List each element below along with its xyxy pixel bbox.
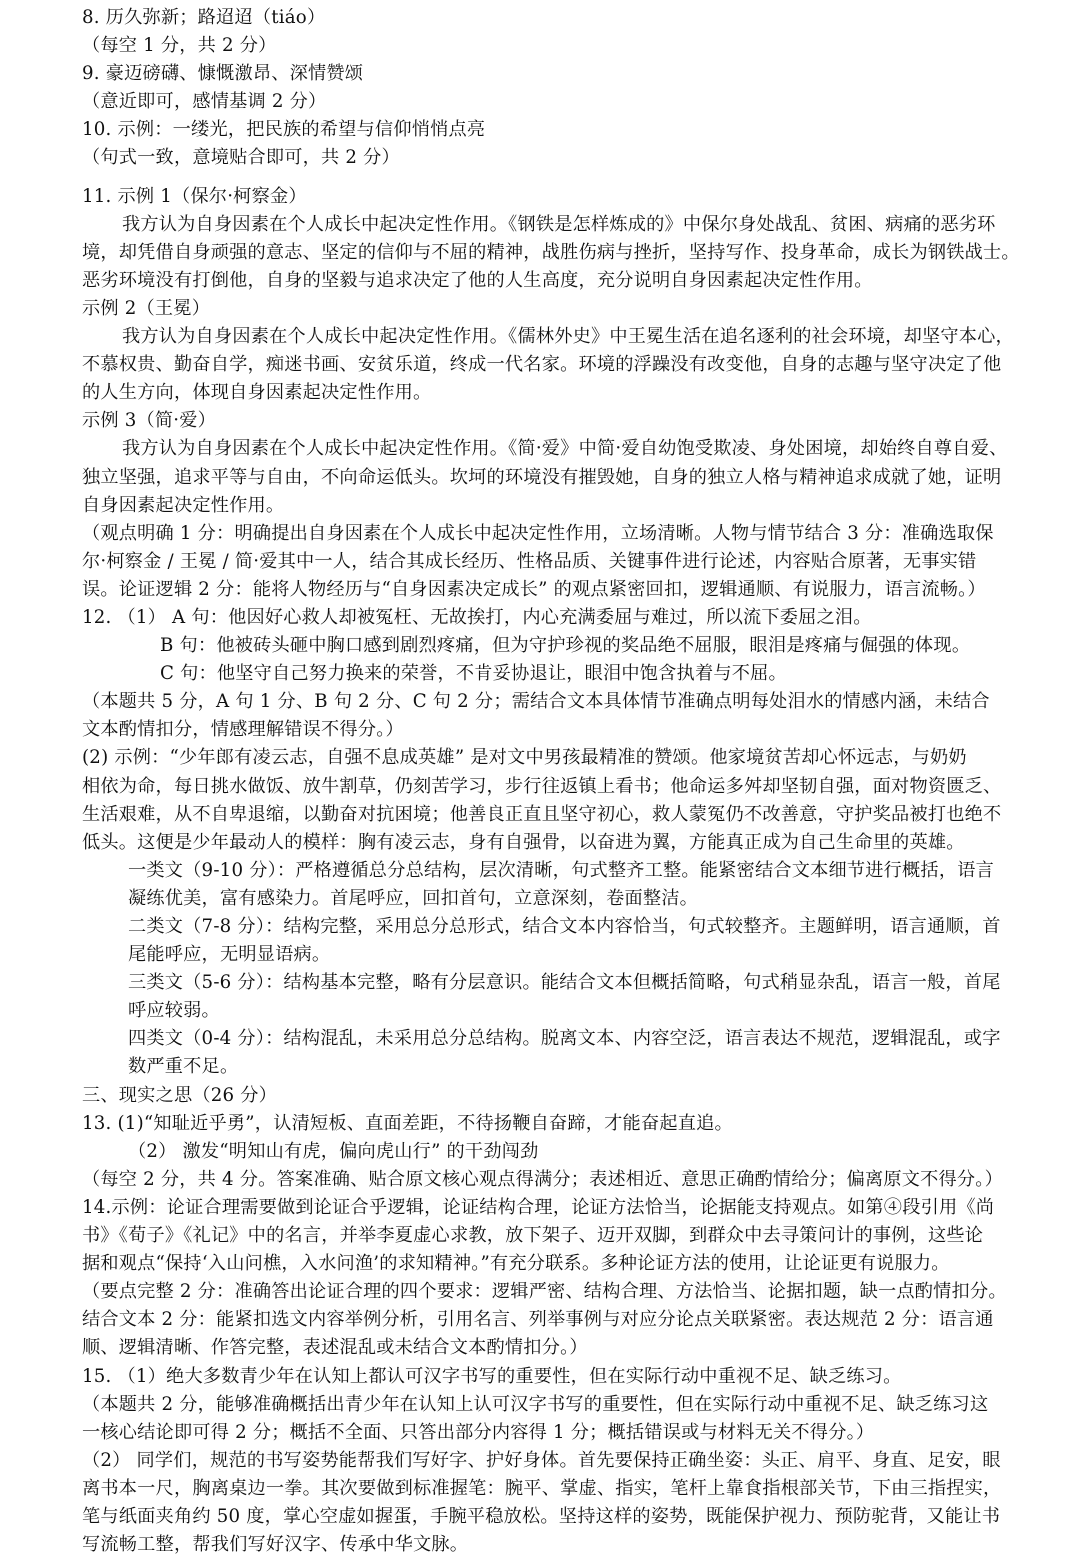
text-line: 生活艰难，从不自卑退缩，以勤奋对抗困境；他善良正直且坚守初心，救人蒙冤仍不改善意，守护奖品被打也绝不 <box>82 803 1002 825</box>
text-line: 境，却凭借自身顽强的意志、坚定的信仰与不屈的精神，战胜伤病与挫折，坚持写作、投身革命，成长为钢铁战士。 <box>82 241 1020 263</box>
text-line: （每空 1 分，共 2 分） <box>82 35 277 57</box>
text-line: 10. 示例：一缕光，把民族的希望与信仰悄悄点亮 <box>82 119 486 141</box>
text-line: 我方认为自身因素在个人成长中起决定性作用。《钢铁是怎样炼成的》中保尔身处战乱、贫困、病痛的恶劣环 <box>122 213 996 235</box>
text-line: （观点明确 1 分：明确提出自身因素在个人成长中起决定性作用，立场清晰。人物与情节结合 3 分：准确选取保 <box>82 522 994 544</box>
text-line: 不慕权贵、勤奋自学，痴迷书画、安贫乐道，终成一代名家。环境的浮躁没有改变他，自身的志趣与坚守决定了他 <box>82 354 1002 376</box>
text-line: 文本酌情扣分，情感理解错误不得分。） <box>82 719 404 741</box>
text-line: 低头。这便是少年最动人的模样：胸有凌云志，身有自强骨，以奋进为翼，方能真正成为自己生命里的英雄。 <box>82 831 965 853</box>
text-line: (2) 示例：“少年郎有凌云志，自强不息成英雄” 是对文中男孩最精准的赞颂。他家境贫苦却心怀远志，与奶奶 <box>82 747 967 769</box>
text-line: B 句：他被砖头砸中胸口感到剧烈疼痛，但为守护珍视的奖品绝不屈服，眼泪是疼痛与倔强的体现。 <box>160 635 971 657</box>
text-line: 尾能呼应，无明显语病。 <box>128 944 331 966</box>
text-line: 写流畅工整，帮我们写好汉字、传承中华文脉。 <box>82 1534 469 1556</box>
text-line: 三、现实之思（26 分） <box>82 1084 278 1106</box>
text-line: 据和观点“保持‘入山问樵，入水问渔’的求知精神。”有充分联系。多种论证方法的使用，让论证更有说服力。 <box>82 1253 950 1275</box>
text-line: 14.示例：论证合理需要做到论证合乎逻辑，论证结构合理，论证方法恰当，论据能支持观点。如第④段引用《尚 <box>82 1196 995 1218</box>
text-line: （意近即可，感情基调 2 分） <box>82 91 327 113</box>
text-line: 11. 示例 1（保尔·柯察金） <box>82 185 307 207</box>
text-line: 15. （1）绝大多数青少年在认知上都认可汉字书写的重要性，但在实际行动中重视不足、缺乏练习。 <box>82 1365 902 1387</box>
text-line: 结合文本 2 分：能紧扣选文内容举例分析，引用名言、列举事例与对应分论点关联紧密。表达规范 2 分：语言通 <box>82 1309 994 1331</box>
text-line: （2） 同学们，规范的书写姿势能帮我们写好字、护好身体。首先要保持正确坐姿：头正、肩平、身直、足安，眼 <box>82 1449 1001 1471</box>
text-line: 离书本一尺，胸离桌边一拳。其次要做到标准握笔：腕平、掌虚、指实，笔杆上靠食指根部关节，下由三指捏实， <box>82 1477 1002 1499</box>
section-gap <box>82 173 1010 183</box>
text-line: 书》《荀子》《礼记》中的名言，并举李夏虚心求教，放下架子、迈开双脚，到群众中去寻策问计的事例，这些论 <box>82 1225 984 1247</box>
text-line: 9. 豪迈磅礴、慷慨激昂、深情赞颂 <box>82 63 364 85</box>
text-line: C 句：他坚守自己努力换来的荣誉，不肯妥协退让，眼泪中饱含执着与不屈。 <box>160 663 787 685</box>
text-line: 呼应较弱。 <box>128 1000 220 1022</box>
text-line: 一类文（9-10 分）：严格遵循总分总结构，层次清晰，句式整齐工整。能紧密结合文本细节进行概括，语言 <box>128 859 994 881</box>
text-line: 12. （1） A 句：他因好心救人却被冤枉、无故挨打，内心充满委屈与难过，所以流下委屈之泪。 <box>82 606 872 628</box>
text-line: （本题共 5 分，A 句 1 分、B 句 2 分、C 句 2 分；需结合文本具体情节准确点明每处泪水的情感内涵，未结合 <box>82 691 990 713</box>
text-line: 8. 历久弥新；路迢迢（tiáo） <box>82 7 326 28</box>
text-line: 尔·柯察金 / 王冕 / 简·爱其中一人，结合其成长经历、性格品质、关键事件进行论述，内容贴合原著，无事实错 <box>82 550 977 572</box>
text-line: 独立坚强，追求平等与自由，不向命运低头。坎坷的环境没有摧毁她，自身的独立人格与精神追求成就了她，证明 <box>82 466 1002 488</box>
text-line: 自身因素起决定性作用。 <box>82 494 285 516</box>
text-line: （句式一致，意境贴合即可，共 2 分） <box>82 147 400 169</box>
text-line: 13. (1)“知耻近乎勇”，认清短板、直面差距，不待扬鞭自奋蹄，才能奋起直追。 <box>82 1112 733 1134</box>
text-line: 恶劣环境没有打倒他，自身的坚毅与追求决定了他的人生高度，充分说明自身因素起决定性作用。 <box>82 269 873 291</box>
text-line: 的人生方向，体现自身因素起决定性作用。 <box>82 382 432 404</box>
text-line: 四类文（0-4 分）：结构混乱，未采用总分总结构。脱离文本、内容空泛，语言表达不规范，逻辑混乱，或字 <box>128 1028 1001 1050</box>
text-line: 二类文（7-8 分）：结构完整，采用总分总形式，结合文本内容恰当，句式较整齐。主题鲜明，语言通顺，首 <box>128 916 1001 937</box>
text-line: （每空 2 分，共 4 分。答案准确、贴合原文核心观点得满分；表述相近、意思正确酌情给分；偏离原文不得分。） <box>82 1168 1003 1190</box>
text-line: 凝练优美，富有感染力。首尾呼应，回扣首句，立意深刻，卷面整洁。 <box>128 887 699 909</box>
text-line: （本题共 2 分，能够准确概括出青少年在认知上认可汉字书写的重要性，但在实际行动中重视不足、缺乏练习这 <box>82 1393 989 1415</box>
text-line: 我方认为自身因素在个人成长中起决定性作用。《简·爱》中简·爱自幼饱受欺凌、身处困境，却始终自尊自爱、 <box>122 438 1008 460</box>
text-line: 误。论证逻辑 2 分：能将人物经历与“自身因素决定成长” 的观点紧密回扣，逻辑通顺、有说服力，语言流畅。） <box>82 578 986 600</box>
text-line: 数严重不足。 <box>128 1056 239 1078</box>
text-line: 笔与纸面夹角约 50 度，掌心空虚如握蛋，手腕平稳放松。坚持这样的姿势，既能保护视力、预防驼背，又能让书 <box>82 1505 1001 1527</box>
text-line: 示例 3（简·爱） <box>82 410 217 432</box>
text-line: 一核心结论即可得 2 分；概括不全面、只答出部分内容得 1 分；概括错误或与材料无关不得分。） <box>82 1421 875 1443</box>
text-line: 三类文（5-6 分）：结构基本完整，略有分层意识。能结合文本但概括简略，句式稍显杂乱，语言一般，首尾 <box>128 972 1001 994</box>
text-line: 示例 2（王冕） <box>82 297 211 319</box>
text-line: （2） 激发“明知山有虎，偏向虎山行” 的干劲闯劲 <box>128 1140 539 1162</box>
text-line: 相依为命，每日挑水做饭、放牛割草，仍刻苦学习，步行往返镇上看书；他命运多舛却坚韧自强，面对物资匮乏、 <box>82 775 1002 797</box>
text-line: 顺、逻辑清晰、作答完整，表述混乱或未结合文本酌情扣分。） <box>82 1337 588 1359</box>
text-line: 我方认为自身因素在个人成长中起决定性作用。《儒林外史》中王冕生活在追名逐利的社会环境，却坚守本心， <box>122 326 1014 348</box>
text-line: （要点完整 2 分：准确答出论证合理的四个要求：逻辑严密、结构合理、方法恰当、论据扣题，缺一点酌情扣分。 <box>82 1281 1007 1303</box>
